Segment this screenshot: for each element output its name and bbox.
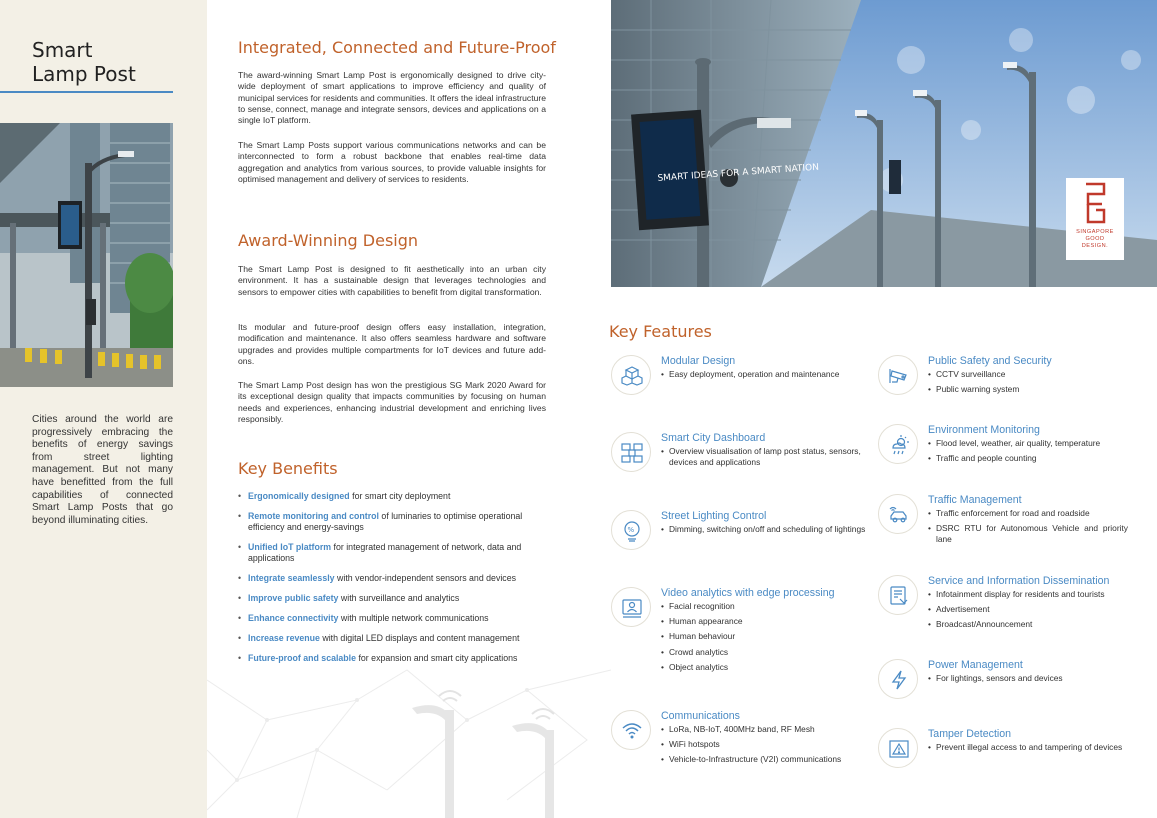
- brand-title-line1: Smart: [32, 38, 93, 62]
- benefit-rest: with multiple network communications: [338, 613, 489, 623]
- feature-item: • WiFi hotspots: [661, 739, 876, 750]
- feature-list: [928, 369, 1128, 399]
- dimming-icon: [611, 510, 651, 550]
- hero-screen-text: SMART IDEAS FOR A SMART NATION: [657, 162, 820, 184]
- feature-item: • Dimming, switching on/off and scheduling of lightings: [661, 524, 866, 535]
- feature-item: • LoRa, NB-IoT, 400MHz band, RF Mesh: [661, 724, 876, 735]
- benefit-bold: Remote monitoring and control: [248, 511, 379, 521]
- feature-item: • Easy deployment, operation and maintenance: [661, 369, 876, 380]
- feature-list: [928, 589, 1138, 635]
- feature-title: Street Lighting Control: [661, 510, 767, 522]
- feature-list: [928, 742, 1128, 757]
- benefits-list: [238, 491, 548, 664]
- award-paragraph-2: Its modular and future-proof design offers easy installation, integration, modification and maintenance. It also offers seamless hardware and software upgrades and provides multiple compartments for IoT devices and future add-ons.: [238, 322, 546, 366]
- video-analytics-icon: [611, 587, 651, 627]
- feature-list: [661, 601, 866, 677]
- benefit-item: [238, 613, 548, 624]
- svg-text:%: %: [627, 526, 635, 534]
- lamp-post-photo: [0, 123, 173, 387]
- weather-icon: [878, 424, 918, 464]
- feature-list: [928, 438, 1128, 468]
- power-icon: [878, 659, 918, 699]
- badge-line1: SINGAPORE: [1076, 229, 1114, 235]
- benefit-item: [238, 491, 548, 502]
- brand-title: [32, 38, 136, 86]
- key-features-heading: Key Features: [609, 322, 712, 341]
- feature-item: • Human appearance: [661, 616, 866, 627]
- benefit-bold: Increase revenue: [248, 633, 320, 643]
- feature-item: • Facial recognition: [661, 601, 866, 612]
- brand-underline: [0, 91, 173, 93]
- feature-title: Public Safety and Security: [928, 355, 1052, 367]
- feature-list: [928, 673, 1128, 688]
- feature-item: • For lightings, sensors and devices: [928, 673, 1128, 684]
- feature-item: • Object analytics: [661, 662, 866, 673]
- benefit-bold: Enhance connectivity: [248, 613, 339, 623]
- feature-item: • Traffic enforcement for road and roadside: [928, 508, 1128, 519]
- dashboard-icon: [611, 432, 651, 472]
- feature-item: • CCTV surveillance: [928, 369, 1128, 380]
- feature-item: • Advertisement: [928, 604, 1138, 615]
- badge-text: [1066, 229, 1124, 250]
- benefit-rest: for expansion and smart city applications: [356, 653, 518, 663]
- info-display-icon: [878, 575, 918, 615]
- feature-title: Tamper Detection: [928, 728, 1012, 740]
- benefit-item: [238, 593, 548, 604]
- feature-item: • Prevent illegal access to and tampering of devices: [928, 742, 1128, 753]
- integrated-heading: Integrated, Connected and Future-Proof: [238, 38, 556, 57]
- benefit-rest: for integrated management of network, data and applications: [248, 542, 522, 563]
- feature-item: • Infotainment display for residents and tourists: [928, 589, 1138, 600]
- feature-list: [928, 508, 1128, 550]
- feature-title: Modular Design: [661, 355, 736, 367]
- feature-title: Communications: [661, 710, 740, 722]
- decorative-lamp-posts: [207, 660, 611, 818]
- singapore-good-design-badge: [1066, 178, 1124, 260]
- benefit-rest: with vendor-independent sensors and devices: [334, 573, 516, 583]
- benefit-item: [238, 573, 548, 584]
- feature-item: • Flood level, weather, air quality, temperature: [928, 438, 1128, 449]
- benefit-bold: Improve public safety: [248, 593, 339, 603]
- brand-title-line2: Lamp Post: [32, 62, 136, 86]
- left-intro-text: Cities around the world are progressively embracing the benefits of energy savings from street lighting management. But not many have benefitted from the full capabilities of connected Smart Lamp Posts that go beyond illuminating cities.: [32, 414, 173, 526]
- feature-list: [661, 724, 876, 770]
- benefit-item: [238, 633, 548, 644]
- benefit-rest: of luminaries to optimise operational efficiency and energy-savings: [248, 511, 523, 532]
- feature-title: Smart City Dashboard: [661, 432, 766, 444]
- feature-title: Video analytics with edge processing: [661, 587, 835, 599]
- award-heading: Award-Winning Design: [238, 231, 419, 250]
- feature-item: • Public warning system: [928, 384, 1128, 395]
- benefit-rest: with surveillance and analytics: [338, 593, 460, 603]
- feature-title: Service and Information Dissemination: [928, 575, 1110, 587]
- badge-line2: GOOD: [1085, 236, 1105, 242]
- benefit-bold: Unified IoT platform: [248, 542, 332, 552]
- cctv-icon: [878, 355, 918, 395]
- integrated-paragraph-1: The award-winning Smart Lamp Post is ergonomically designed to drive city-wide deployment of smart applications to improve efficiency and quality of municipal services for residents and communities. It offers the ideal infrastructure to sense, connect, manage and integrate sensors, devices and applications on a single IoT platform.: [238, 70, 546, 126]
- wifi-icon: [611, 710, 651, 750]
- car-icon: [878, 494, 918, 534]
- feature-item: • DSRC RTU for Autonomous Vehicle and priority lane: [928, 523, 1128, 545]
- feature-item: • Overview visualisation of lamp post status, sensors, devices and applications: [661, 446, 866, 468]
- feature-item: • Human behaviour: [661, 631, 866, 642]
- badge-line3: DESIGN.: [1081, 243, 1109, 249]
- feature-list: [661, 446, 866, 472]
- benefit-bold: Future-proof and scalable: [248, 653, 357, 663]
- feature-title: Power Management: [928, 659, 1023, 671]
- benefit-rest: for smart city deployment: [349, 491, 451, 501]
- feature-item: • Traffic and people counting: [928, 453, 1128, 464]
- feature-item: • Crowd analytics: [661, 647, 866, 658]
- feature-title: Traffic Management: [928, 494, 1022, 506]
- modules-icon: [611, 355, 651, 395]
- benefit-item: [238, 511, 548, 533]
- feature-item: • Vehicle-to-Infrastructure (V2I) communications: [661, 754, 876, 765]
- award-paragraph-1: The Smart Lamp Post is designed to fit aesthetically into an urban city environment. It has a sustainable design that leverages technologies and sensors to empower cities with capabilities to benefit from digital transformation.: [238, 264, 546, 297]
- feature-list: [661, 369, 876, 384]
- benefit-bold: Ergonomically designed: [248, 491, 350, 501]
- benefits-heading: Key Benefits: [238, 459, 338, 478]
- feature-title: Environment Monitoring: [928, 424, 1040, 436]
- benefit-rest: with digital LED displays and content management: [319, 633, 520, 643]
- sg-mark-logo-icon: [1066, 178, 1124, 228]
- integrated-paragraph-2: The Smart Lamp Posts support various communications networks and can be interconnected to form a robust backbone that enables real-time data aggregation and analytics from various sources, to provide valuable insights for optimised management and delivery of services to residents.: [238, 140, 546, 184]
- tamper-icon: [878, 728, 918, 768]
- left-sidebar: [0, 0, 207, 818]
- feature-list: [661, 524, 866, 539]
- benefit-bold: Integrate seamlessly: [248, 573, 335, 583]
- feature-item: • Broadcast/Announcement: [928, 619, 1138, 630]
- benefit-item: [238, 542, 548, 564]
- award-paragraph-3: The Smart Lamp Post design has won the prestigious SG Mark 2020 Award for its exceptional design quality that impacts communities by focusing on human needs and experiences, enhancing industrial development and enriching lives responsibly.: [238, 380, 546, 424]
